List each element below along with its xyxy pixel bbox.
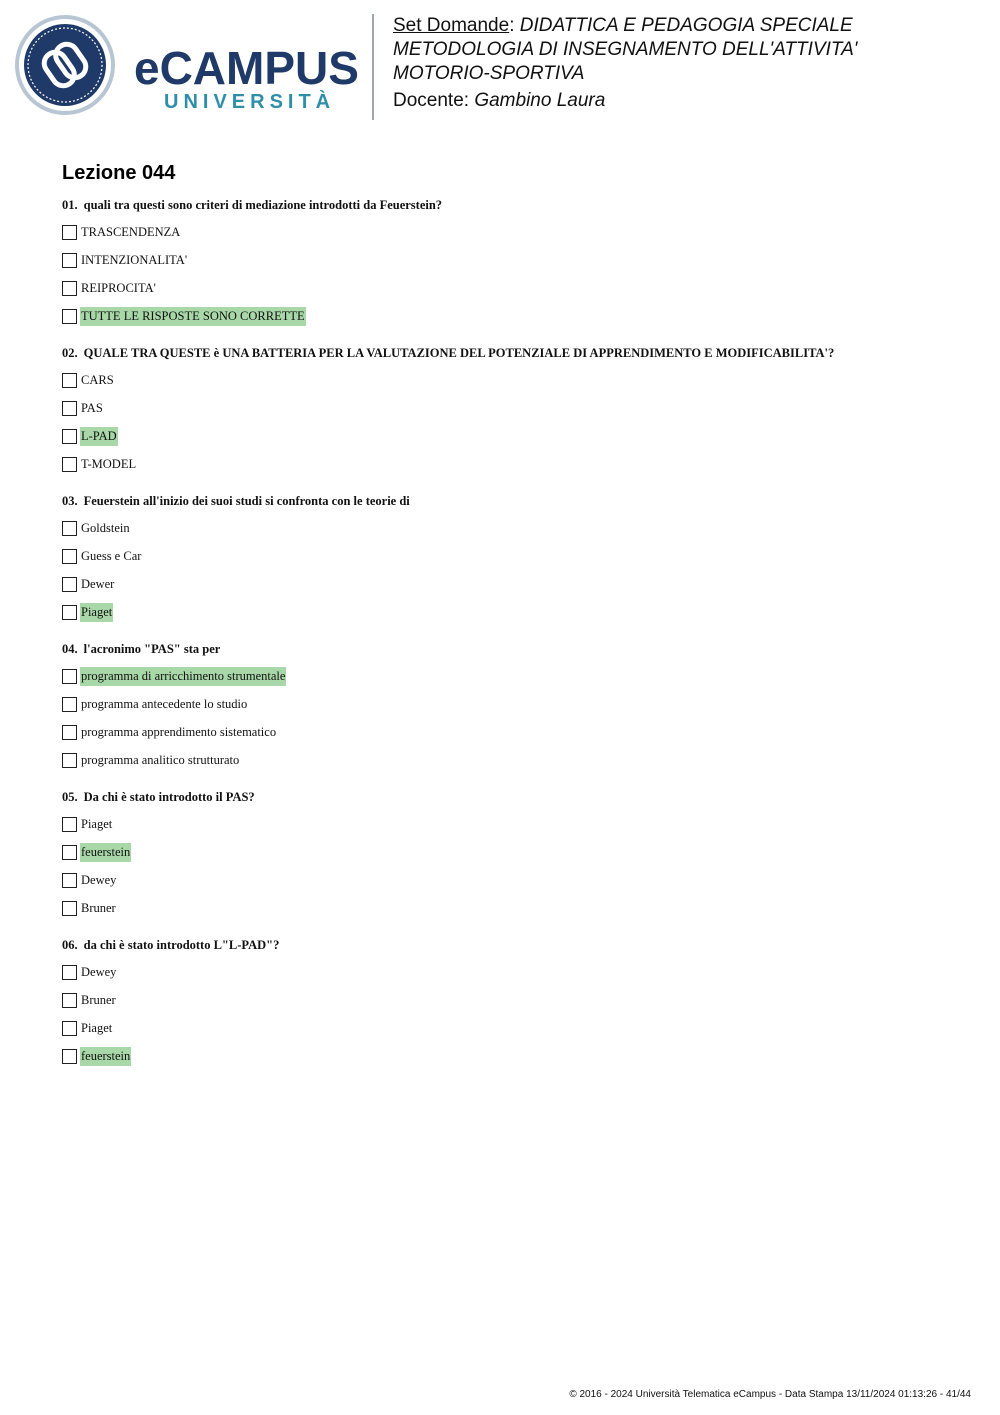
answer-option[interactable] <box>62 274 962 302</box>
answer-checkbox[interactable] <box>62 457 77 472</box>
option-label: Bruner <box>81 992 116 1007</box>
answer-option[interactable] <box>62 302 962 330</box>
option-label: programma apprendimento sistematico <box>81 724 277 739</box>
answer-checkbox[interactable] <box>62 605 77 620</box>
answer-checkbox[interactable] <box>62 993 77 1008</box>
option-label: Dewey <box>81 872 117 887</box>
answer-option[interactable] <box>62 570 962 598</box>
question-number: 03. <box>62 494 78 508</box>
course-title-1: DIDATTICA E PEDAGOGIA SPECIALE <box>519 15 853 36</box>
logo-sub-text: UNIVERSITÀ <box>164 91 336 113</box>
question-5 <box>62 788 962 922</box>
answer-option[interactable] <box>62 218 962 246</box>
option-label: Piaget <box>80 603 113 622</box>
answer-option[interactable] <box>62 514 962 542</box>
question-label: l'acronimo "PAS" sta per <box>83 642 221 656</box>
option-label: Goldstein <box>81 520 130 535</box>
answer-option[interactable] <box>62 746 962 774</box>
answer-checkbox[interactable] <box>62 577 77 592</box>
answer-checkbox[interactable] <box>62 725 77 740</box>
option-label: Dewey <box>81 964 117 979</box>
answer-option[interactable] <box>62 894 962 922</box>
answer-checkbox[interactable] <box>62 1049 77 1064</box>
question-number: 04. <box>62 642 78 656</box>
answer-checkbox[interactable] <box>62 401 77 416</box>
question-text <box>62 196 962 218</box>
answer-checkbox[interactable] <box>62 253 77 268</box>
lesson-title: Lezione 044 <box>62 162 176 184</box>
option-label: programma antecedente lo studio <box>81 696 248 711</box>
course-line-2 <box>393 38 983 62</box>
answer-option[interactable] <box>62 810 962 838</box>
course-title-3: MOTORIO-SPORTIVA <box>393 63 585 84</box>
option-label: feuerstein <box>80 1047 131 1066</box>
question-text <box>62 788 962 810</box>
question-number: 06. <box>62 938 78 952</box>
set-label: Set Domande <box>393 15 510 36</box>
answer-option[interactable] <box>62 690 962 718</box>
option-label: Bruner <box>81 900 116 915</box>
option-label: T-MODEL <box>81 456 137 471</box>
answer-checkbox[interactable] <box>62 965 77 980</box>
answer-checkbox[interactable] <box>62 697 77 712</box>
docente-label: Docente: <box>393 90 470 111</box>
answer-option[interactable] <box>62 598 962 626</box>
question-label: da chi è stato introdotto L"L-PAD"? <box>83 938 280 952</box>
answer-checkbox[interactable] <box>62 1021 77 1036</box>
header-divider <box>372 14 374 120</box>
question-number: 02. <box>62 346 78 360</box>
ecampus-logo <box>14 14 359 116</box>
answer-checkbox[interactable] <box>62 225 77 240</box>
question-text <box>62 640 962 662</box>
question-text <box>62 344 962 366</box>
answer-option[interactable] <box>62 422 962 450</box>
course-title-2: METODOLOGIA DI INSEGNAMENTO DELL'ATTIVITA' <box>393 39 858 60</box>
question-text <box>62 936 962 958</box>
answer-option[interactable] <box>62 450 962 478</box>
option-label: Dewer <box>81 576 115 591</box>
answer-checkbox[interactable] <box>62 901 77 916</box>
option-label: TUTTE LE RISPOSTE SONO CORRETTE <box>80 307 306 326</box>
answer-checkbox[interactable] <box>62 521 77 536</box>
answer-option[interactable] <box>62 246 962 274</box>
question-1 <box>62 196 962 330</box>
question-label: Da chi è stato introdotto il PAS? <box>83 790 255 804</box>
logo-brand-text: eCAMPUS <box>134 42 359 94</box>
answer-checkbox[interactable] <box>62 549 77 564</box>
question-4 <box>62 640 962 774</box>
answer-option[interactable] <box>62 986 962 1014</box>
answer-option[interactable] <box>62 718 962 746</box>
answer-checkbox[interactable] <box>62 373 77 388</box>
option-label: Piaget <box>81 816 113 831</box>
question-number: 01. <box>62 198 78 212</box>
answer-checkbox[interactable] <box>62 669 77 684</box>
answer-checkbox[interactable] <box>62 845 77 860</box>
ecampus-seal-icon <box>15 15 115 115</box>
course-line-1 <box>393 14 983 38</box>
answer-checkbox[interactable] <box>62 429 77 444</box>
answer-checkbox[interactable] <box>62 309 77 324</box>
question-3 <box>62 492 962 626</box>
set-colon: : <box>509 15 515 36</box>
page-header <box>0 0 1000 130</box>
answer-checkbox[interactable] <box>62 753 77 768</box>
option-label: programma analitico strutturato <box>81 752 240 767</box>
option-label: L-PAD <box>80 427 118 446</box>
answer-option[interactable] <box>62 1014 962 1042</box>
header-info <box>393 14 983 113</box>
answer-option[interactable] <box>62 1042 962 1070</box>
option-label: INTENZIONALITA' <box>81 252 188 267</box>
answer-checkbox[interactable] <box>62 817 77 832</box>
answer-checkbox[interactable] <box>62 873 77 888</box>
docente-line <box>393 89 983 113</box>
question-label: QUALE TRA QUESTE è UNA BATTERIA PER LA VALUTAZIONE DEL POTENZIALE DI APPRENDIMENTO E MODIFICABILITA'? <box>83 346 835 360</box>
option-label: CARS <box>81 372 114 387</box>
answer-option[interactable] <box>62 958 962 986</box>
answer-option[interactable] <box>62 394 962 422</box>
option-label: PAS <box>81 400 103 415</box>
page-footer: © 2016 - 2024 Università Telematica eCampus - Data Stampa 13/11/2024 01:13:26 - 41/44 <box>569 1389 971 1400</box>
question-label: Feuerstein all'inizio dei suoi studi si confronta con le teorie di <box>83 494 410 508</box>
question-text <box>62 492 962 514</box>
question-6 <box>62 936 962 1070</box>
question-list <box>62 196 962 1084</box>
option-label: Piaget <box>81 1020 113 1035</box>
answer-option[interactable] <box>62 542 962 570</box>
option-label: TRASCENDENZA <box>81 224 181 239</box>
question-2 <box>62 344 962 478</box>
option-label: REIPROCITA' <box>81 280 156 295</box>
option-label: programma di arricchimento strumentale <box>80 667 286 686</box>
option-label: feuerstein <box>80 843 131 862</box>
question-label: quali tra questi sono criteri di mediazione introdotti da Feuerstein? <box>83 198 443 212</box>
question-number: 05. <box>62 790 78 804</box>
answer-option[interactable] <box>62 662 962 690</box>
answer-checkbox[interactable] <box>62 281 77 296</box>
answer-option[interactable] <box>62 838 962 866</box>
option-label: Guess e Car <box>81 548 142 563</box>
answer-option[interactable] <box>62 366 962 394</box>
docente-name: Gambino Laura <box>474 90 606 111</box>
answer-option[interactable] <box>62 866 962 894</box>
course-line-3 <box>393 62 983 86</box>
